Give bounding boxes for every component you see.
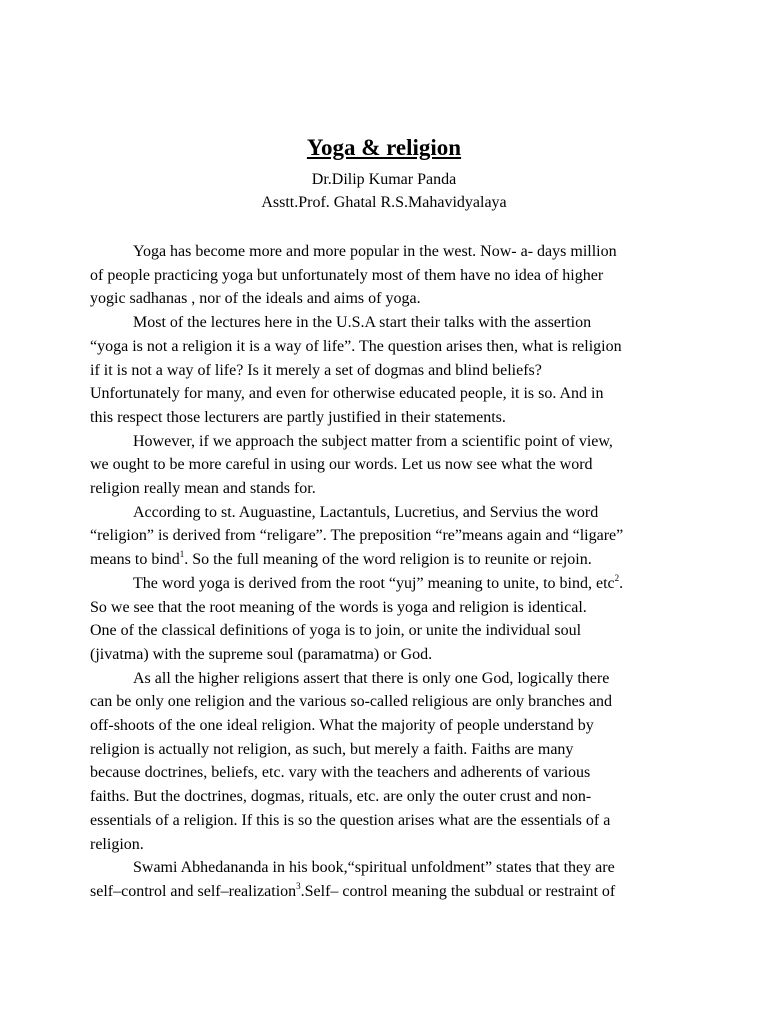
text-line: off-shoots of the one ideal religion. What the majority of people understand by [90,717,594,735]
text-line [90,572,680,596]
paragraph [90,856,680,903]
text-line: essentials of a religion. If this is so the question arises what are the essentials of a [90,811,611,829]
footnote-marker: 2 [614,572,620,583]
text-line: “yoga is not a religion it is a way of life”. The question arises then, what is religion [90,337,622,355]
text-line: So we see that the root meaning of the words is yoga and religion is identical. [90,598,587,616]
text-line: we ought to be more careful in using our words. Let us now see what the word [90,456,593,474]
text-line: yogic sadhanas , nor of the ideals and aims of yoga. [90,290,421,308]
paper-title: Yoga & religion [306,135,462,160]
text-segment: means to bind [90,551,180,569]
text-line: Swami Abhedananda in his book,“spiritual unfoldment” states that they are [133,859,615,877]
body-text [90,240,680,904]
text-line: However, if we approach the subject matter from a scientific point of view, [133,432,613,450]
text-line: One of the classical definitions of yoga is to join, or unite the individual soul [90,622,582,640]
text-segment: .Self– control meaning the subdual or restraint of [300,882,616,900]
text-line: religion really mean and stands for. [90,480,316,498]
paragraph [90,501,680,572]
text-line [90,548,680,572]
text-line: this respect those lecturers are partly justified in their statements. [90,408,506,426]
text-line: Most of the lectures here in the U.S.A start their talks with the assertion [133,314,592,332]
text-segment: . So the full meaning of the word religion is to reunite or rejoin. [184,551,592,569]
author-affiliation: Asstt.Prof. Ghatal R.S.Mahavidyalaya [261,194,507,211]
text-line: religion is actually not religion, as such, but merely a faith. Faiths are many [90,740,574,758]
text-line: As all the higher religions assert that there is only one God, logically there [133,669,610,687]
text-line: Unfortunately for many, and even for otherwise educated people, it is so. And in [90,385,604,403]
text-segment: . [619,574,624,592]
text-line: “religion” is derived from “religare”. The preposition “re”means again and “ligare” [90,527,624,545]
text-line: of people practicing yoga but unfortunately most of them have no idea of higher [90,266,604,284]
text-line: if it is not a way of life? Is it merely a set of dogmas and blind beliefs? [90,361,542,379]
paragraph [90,311,680,430]
paragraph [90,667,680,857]
footnote-marker: 1 [179,549,185,560]
text-line: faiths. But the doctrines, dogmas, rituals, etc. are only the outer crust and non- [90,788,592,806]
text-line [90,880,680,904]
text-line: can be only one religion and the various so-called religious are only branches and [90,693,613,711]
text-line: religion. [90,835,144,853]
text-line: According to st. Auguastine, Lactantuls, Lucretius, and Servius the word [133,503,599,521]
paragraph [90,240,680,311]
text-segment: The word yoga is derived from the root “yuj” meaning to unite, to bind, etc [133,574,615,592]
footnote-marker: 3 [296,880,301,891]
author-name: Dr.Dilip Kumar Panda [311,171,457,188]
text-line: Yoga has become more and more popular in the west. Now- a- days million [133,243,617,260]
paragraph [90,572,680,667]
text-line: (jivatma) with the supreme soul (paramatma) or God. [90,645,433,663]
text-line: because doctrines, beliefs, etc. vary with the teachers and adherents of various [90,764,591,782]
text-segment: self–control and self–realization [90,882,297,900]
paragraph [90,430,680,501]
